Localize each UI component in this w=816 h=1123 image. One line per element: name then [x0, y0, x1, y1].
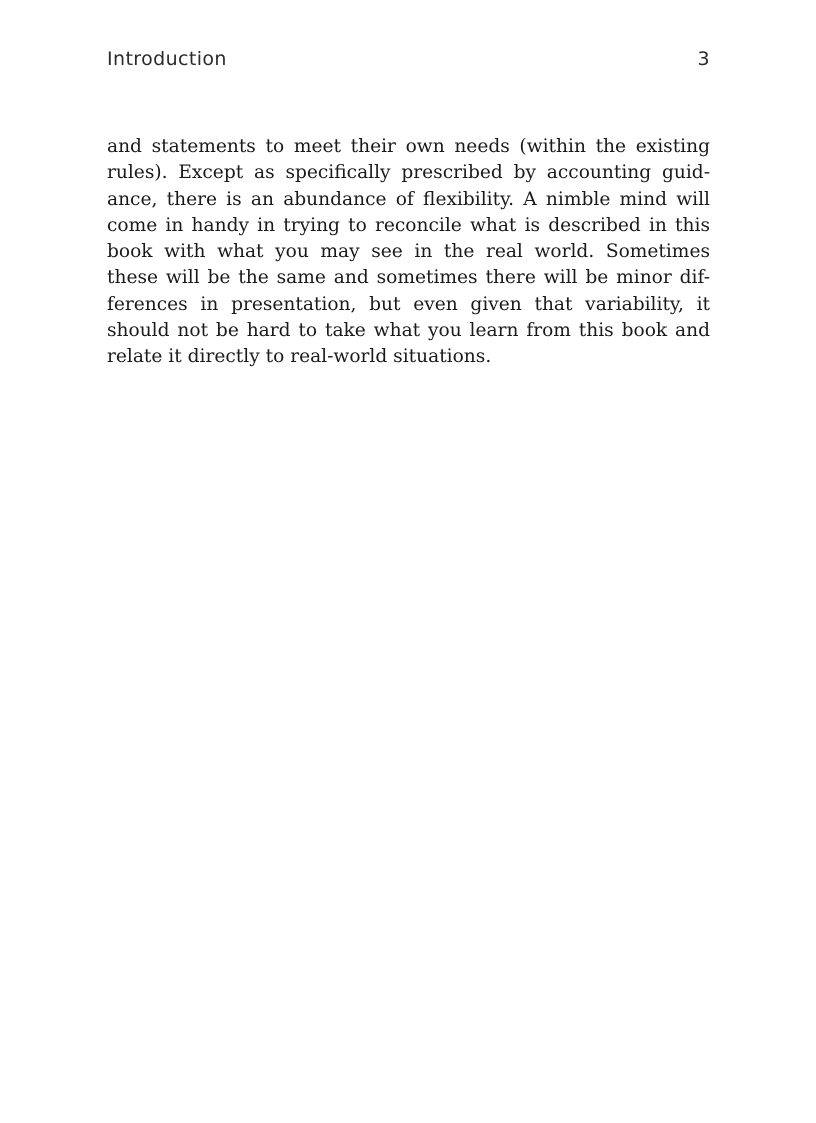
body-paragraph [107, 134, 710, 371]
running-header [107, 48, 710, 74]
page-number: 3 [697, 48, 710, 70]
paragraph-line: these will be the same and sometimes there will be minor dif- [107, 267, 710, 289]
paragraph-line: ferences in presentation, but even given that variability, it [107, 293, 710, 315]
paragraph-line: come in handy in trying to reconcile what is described in this [107, 214, 710, 236]
paragraph-line: should not be hard to take what you learn from this book and [107, 320, 710, 342]
paragraph-line: rules). Except as specifically prescribed by accounting guid- [107, 162, 710, 184]
paragraph-line: book with what you may see in the real world. Sometimes [107, 241, 710, 263]
paragraph-line: ance, there is an abundance of flexibility. A nimble mind will [107, 188, 710, 210]
paragraph-line: relate it directly to real-world situations. [107, 346, 492, 368]
paragraph-line: and statements to meet their own needs (within the existing [107, 136, 710, 157]
section-title: Introduction [107, 48, 227, 70]
